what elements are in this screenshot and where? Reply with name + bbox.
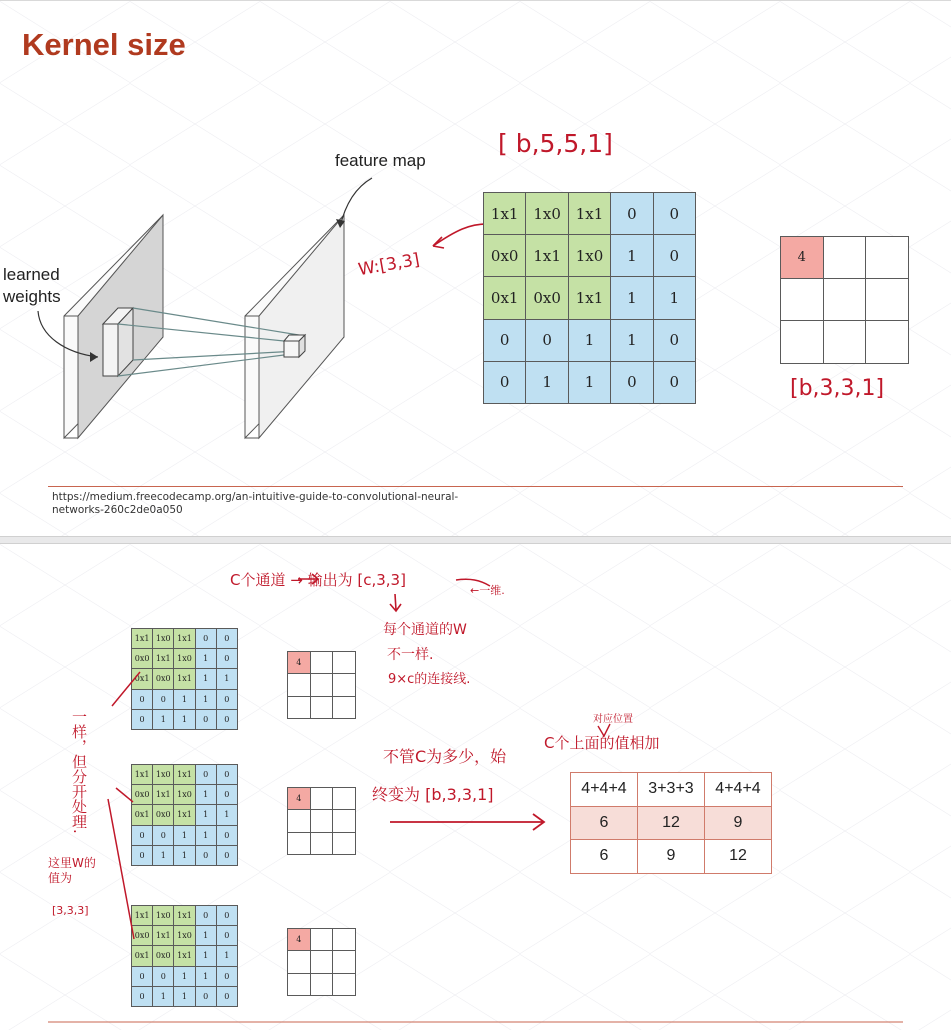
- channel-input-cell: 1x1: [174, 669, 195, 689]
- input-matrix-cell: 1: [611, 235, 653, 277]
- channel-input-cell: 1: [195, 669, 216, 689]
- source-url[interactable]: [52, 491, 458, 516]
- input-matrix-cell: 0x0: [484, 235, 526, 277]
- channel-input-cell: 0x0: [153, 669, 174, 689]
- input-matrix-cell: 0: [611, 361, 653, 403]
- input-matrix-cell: 0: [653, 193, 695, 235]
- channel-input-cell: 0: [216, 785, 237, 805]
- feature-map-slab-side: [259, 215, 344, 438]
- channel-input-cell: 1x0: [153, 629, 174, 649]
- input-matrix-cell: 1x1: [568, 277, 610, 319]
- channel-input-cell: 1x1: [153, 926, 174, 946]
- channel-input-cell: 1: [216, 669, 237, 689]
- channel-output-cell: 4: [288, 652, 311, 674]
- channel-input-cell: 1: [153, 986, 174, 1006]
- channel-input-cell: 0: [216, 986, 237, 1006]
- channel-input-cell: 0: [195, 906, 216, 926]
- channel-input-cell: 0: [216, 825, 237, 845]
- channel-input-cell: 0: [216, 906, 237, 926]
- output-matrix-cell: [823, 279, 866, 321]
- input-matrix-cell: 0: [484, 361, 526, 403]
- input-matrix-cell: 0: [526, 319, 568, 361]
- input-matrix-cell: 0x1: [484, 277, 526, 319]
- channel-input-cell: 1x1: [132, 629, 153, 649]
- summed-output-cell: 4+4+4: [705, 773, 772, 807]
- channel-input-cell: 0: [216, 845, 237, 865]
- input-matrix-cell: 1x0: [526, 193, 568, 235]
- output-matrix-cell: [866, 237, 909, 279]
- channel-input-cell: 0: [153, 966, 174, 986]
- w-value-shape-note: [3,3,3]: [52, 904, 89, 917]
- channel-input-cell: 1: [195, 785, 216, 805]
- channel-input-cell: 0: [216, 926, 237, 946]
- input-matrix-row: [484, 277, 696, 319]
- channel-input-cell: 1: [195, 926, 216, 946]
- input-matrix-cell: 1: [568, 361, 610, 403]
- channel-input-cell: 0: [132, 966, 153, 986]
- output-matrix: [780, 236, 909, 364]
- source-url-line2: networks-260c2de0a050: [52, 503, 183, 516]
- output-matrix-row: [781, 321, 909, 363]
- input-matrix-cell: 0: [653, 319, 695, 361]
- channel-input-cell: 1: [174, 689, 195, 709]
- channel-input-cell: 0x1: [132, 946, 153, 966]
- channel-input-cell: 1x0: [174, 926, 195, 946]
- source-url-line1: https://medium.freecodecamp.org/an-intuitive-guide-to-convolutional-neural-: [52, 491, 459, 503]
- channel-input-cell: 1: [195, 689, 216, 709]
- channel-input-cell: 0: [132, 709, 153, 729]
- channel-input-cell: 0: [216, 649, 237, 669]
- channel-input-cell: 1: [174, 966, 195, 986]
- summed-output-cell: 9: [638, 840, 705, 874]
- input-matrix-cell: 1: [611, 319, 653, 361]
- summed-output-cell: 6: [571, 840, 638, 874]
- channel-input-cell: 0: [132, 845, 153, 865]
- channel-input-cell: 1: [153, 709, 174, 729]
- channel-input-cell: 0x0: [132, 785, 153, 805]
- channel-input-cell: 0: [195, 709, 216, 729]
- channel-input-cell: 0: [153, 689, 174, 709]
- channel-input-cell: 1x1: [174, 629, 195, 649]
- output-shape-note: [b,3,3,1]: [790, 376, 885, 401]
- learned-label: learned: [3, 265, 60, 284]
- output-matrix-cell: [781, 321, 824, 363]
- slide-title: Kernel size: [22, 27, 186, 62]
- input-matrix-cell: 1: [568, 319, 610, 361]
- result-note-2: 终变为 [b,3,3,1]: [372, 785, 494, 804]
- summed-output-cell: 3+3+3: [638, 773, 705, 807]
- channel-input-cell: 0: [216, 709, 237, 729]
- channel-input-cell: 1x1: [174, 765, 195, 785]
- input-matrix-cell: 1x1: [526, 235, 568, 277]
- channel-input-cell: 1: [216, 946, 237, 966]
- channel-input-cell: 1: [195, 649, 216, 669]
- output-matrix-row: [781, 279, 909, 321]
- channel-input-cell: 1: [216, 805, 237, 825]
- input-matrix-cell: 0: [653, 361, 695, 403]
- w-differs-note-2: 不一样.: [387, 647, 434, 663]
- w-differs-note: 每个通道的W: [383, 622, 467, 638]
- channel-input-cell: 1: [174, 845, 195, 865]
- w-shape-note: W:[3,3]: [356, 249, 422, 281]
- output-matrix-cell: [866, 321, 909, 363]
- input-matrix-cell: 1: [611, 277, 653, 319]
- input-matrix-cell: 1: [526, 361, 568, 403]
- channel-input-cell: 0x0: [153, 946, 174, 966]
- separate-process-note: 一样，但分开处理.: [70, 709, 88, 834]
- channel-input-cell: 1: [195, 946, 216, 966]
- channel-input-cell: 0: [153, 825, 174, 845]
- channel-input-cell: 1: [195, 825, 216, 845]
- channel-input-cell: 0: [132, 825, 153, 845]
- output-matrix-cell: [823, 237, 866, 279]
- channel-input-cell: 1: [174, 986, 195, 1006]
- input-matrix-cell: 0: [484, 319, 526, 361]
- channel-input-cell: 0: [216, 629, 237, 649]
- channel-input-cell: 1: [174, 709, 195, 729]
- c-channels-note: C个通道 → 输出为 [c,3,3]: [230, 571, 406, 589]
- input-matrix-row: [484, 319, 696, 361]
- input-matrix-cell: 1x1: [568, 193, 610, 235]
- channel-input-cell: 0x0: [132, 926, 153, 946]
- input-shape-note: [ b,5,5,1]: [498, 129, 613, 158]
- channel-input-cell: 1: [174, 825, 195, 845]
- channel-input-cell: 0: [216, 966, 237, 986]
- channel-input-cell: 1x1: [132, 765, 153, 785]
- channel-input-cell: 1x0: [153, 906, 174, 926]
- channel-input-cell: 0x1: [132, 669, 153, 689]
- output-matrix-cell: [823, 321, 866, 363]
- channel-input-cell: 1: [195, 966, 216, 986]
- channel-input-cell: 1x0: [174, 649, 195, 669]
- output-matrix-cell: [781, 279, 824, 321]
- summed-output-cell: 4+4+4: [571, 773, 638, 807]
- channel-output-cell: 4: [288, 929, 311, 951]
- channel-input-cell: 0: [195, 629, 216, 649]
- channel-input-cell: 1x1: [132, 906, 153, 926]
- input-matrix: [483, 192, 696, 404]
- output-matrix-row: [781, 237, 909, 279]
- one-dim-note: ←一维.: [470, 584, 505, 597]
- sum-note: C个上面的值相加: [544, 734, 660, 752]
- channel-input-cell: 0: [132, 689, 153, 709]
- input-matrix-cell: 1: [653, 277, 695, 319]
- channel-input-cell: 0: [132, 986, 153, 1006]
- channel-input-cell: 0x0: [153, 805, 174, 825]
- channel-input-cell: 1: [195, 805, 216, 825]
- slide-multi-channel: [0, 543, 951, 1030]
- channel-input-cell: 0x1: [132, 805, 153, 825]
- output-matrix-cell: [866, 279, 909, 321]
- channel-input-cell: 0: [216, 765, 237, 785]
- input-matrix-cell: 1x1: [484, 193, 526, 235]
- input-matrix-row: [484, 361, 696, 403]
- channel-input-cell: 0: [195, 986, 216, 1006]
- output-matrix-cell: 4: [781, 237, 824, 279]
- channel-input-cell: 1x1: [174, 906, 195, 926]
- channel-input-cell: 0: [195, 765, 216, 785]
- channel-input-cell: 1x1: [153, 649, 174, 669]
- channel-input-cell: 1x1: [174, 946, 195, 966]
- summed-output-cell: 12: [638, 806, 705, 840]
- input-matrix-cell: 0: [653, 235, 695, 277]
- summed-output-cell: 9: [705, 806, 772, 840]
- channel-input-cell: 1: [153, 845, 174, 865]
- channel-input-cell: 1x0: [153, 765, 174, 785]
- channel-input-cell: 1x1: [153, 785, 174, 805]
- feature-map-label: feature map: [335, 151, 426, 170]
- result-note-1: 不管C为多少，始: [383, 747, 507, 766]
- divider: [48, 486, 903, 487]
- channel-input-cell: 1x1: [174, 805, 195, 825]
- channel-output-cell: 4: [288, 788, 311, 810]
- input-matrix-row: [484, 235, 696, 277]
- input-matrix-row: [484, 193, 696, 235]
- input-matrix-cell: 0: [611, 193, 653, 235]
- weights-label: weights: [3, 287, 61, 306]
- input-matrix-cell: 0x0: [526, 277, 568, 319]
- channel-input-cell: 0: [195, 845, 216, 865]
- summed-output-cell: 6: [571, 806, 638, 840]
- input-matrix-cell: 1x0: [568, 235, 610, 277]
- position-note: 对应位置: [593, 714, 633, 725]
- summed-output-cell: 12: [705, 840, 772, 874]
- channel-input-cell: 0: [216, 689, 237, 709]
- channel-input-cell: 0x0: [132, 649, 153, 669]
- nine-c-note: 9×c的连接线.: [388, 672, 471, 687]
- w-value-note: 这里W的值为: [48, 856, 96, 885]
- channel-input-cell: 1x0: [174, 785, 195, 805]
